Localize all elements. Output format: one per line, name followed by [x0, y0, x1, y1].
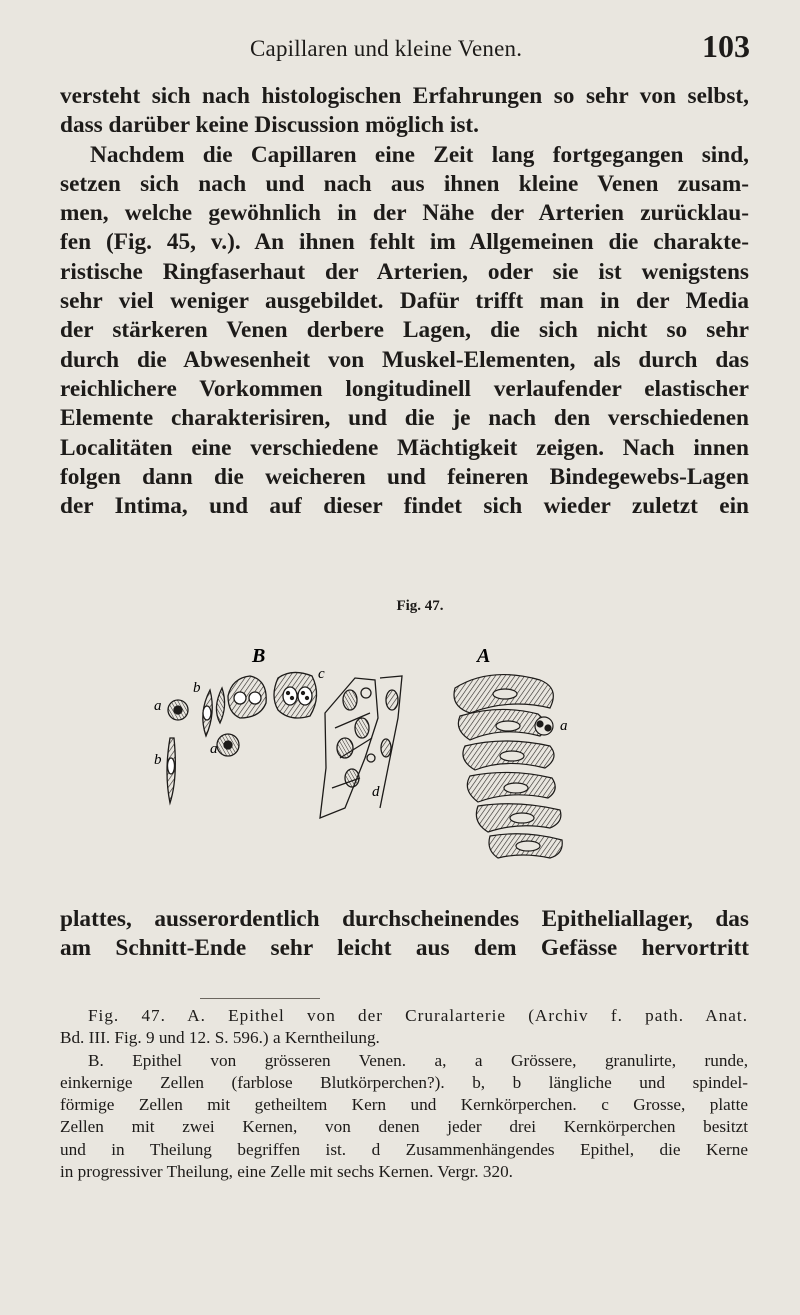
text-line: Nachdem die Capillaren eine Zeit lang fortgegangen sind,	[90, 141, 749, 168]
running-title: Capillaren und kleine Venen.	[250, 36, 523, 61]
text-line: men, welche gewöhnlich in der Nähe der Arterien zurücklau-	[60, 200, 749, 227]
panel-b-cells	[167, 672, 402, 818]
text-line: am Schnitt-Ende sehr leicht aus dem Gefässe hervortritt	[60, 935, 749, 962]
label-b-left: b	[154, 752, 162, 768]
caption-line: förmige Zellen mit getheiltem Kern und Kernkörperchen. c Grosse, platte	[60, 1095, 748, 1115]
text-line: fen (Fig. 45, v.). An ihnen fehlt im Allgemeinen die charakte-	[60, 229, 749, 256]
figure-label: Fig. 47.	[396, 598, 444, 614]
label-c: c	[318, 666, 325, 682]
text-line: dass darüber keine Discussion möglich ist.	[60, 112, 479, 139]
label-a-left: a	[154, 698, 162, 714]
text-line: durch die Abwesenheit von Muskel-Elementen, als durch das	[60, 346, 749, 373]
caption-line: und in Theilung begriffen ist. d Zusammenhängendes Epithel, die Kerne	[60, 1139, 748, 1159]
text-line: ristische Ringfaserhaut der Arterien, oder sie ist wenigstens	[60, 258, 749, 285]
text-line: versteht sich nach histologischen Erfahrungen so sehr von selbst,	[60, 83, 749, 109]
running-head	[60, 28, 750, 68]
caption-line: Zellen mit zwei Kernen, von denen jeder drei Kernkörperchen besitzt	[60, 1117, 748, 1137]
text-line: der stärkeren Venen derbere Lagen, die sich nicht so sehr	[60, 317, 749, 344]
caption-line: Fig. 47. A. Epithel von der Cruralarterie (Archiv f. path. Anat.	[88, 1006, 748, 1025]
panel-b-letter: B	[252, 645, 266, 667]
text-line: Localitäten eine verschiedene Mächtigkeit zeigen. Nach innen	[60, 434, 749, 461]
text-line: der Intima, und auf dieser findet sich wieder zuletzt ein	[60, 493, 749, 520]
text-line: reichlichere Vorkommen longitudinell verlaufender elastischer	[60, 375, 749, 402]
panel-a-letter: A	[477, 645, 491, 667]
figure-47	[140, 598, 660, 873]
caption-line: einkernige Zellen (farblose Blutkörperchen?). b, b längliche und spindel-	[60, 1072, 748, 1092]
text-line: plattes, ausserordentlich durchscheinendes Epitheliallager, das	[60, 906, 749, 932]
caption-line: in progressiver Theilung, eine Zelle mit sechs Kernen. Vergr. 320.	[60, 1162, 513, 1182]
footnote-divider	[200, 998, 320, 999]
text-line: setzen sich nach und nach aus ihnen kleine Venen zusam-	[60, 170, 749, 197]
figure-caption	[60, 1005, 748, 1183]
text-line: sehr viel weniger ausgebildet. Dafür trifft man in der Media	[60, 288, 749, 315]
panel-a-cells	[454, 675, 562, 858]
label-b-top: b	[193, 680, 201, 696]
epithelium-illustration	[140, 618, 660, 873]
page-number: 103	[702, 28, 750, 64]
body-paragraphs-bottom	[60, 905, 749, 964]
label-a-middle: a	[210, 741, 218, 757]
body-paragraphs-top	[60, 82, 749, 521]
label-a-right: a	[560, 718, 568, 734]
caption-line: Bd. III. Fig. 9 und 12. S. 596.) a Kerntheilung.	[60, 1028, 380, 1048]
label-d: d	[372, 784, 380, 800]
caption-line: B. Epithel von grösseren Venen. a, a Grössere, granulirte, runde,	[88, 1050, 748, 1070]
text-line: Elemente charakterisiren, und die je nach den verschiedenen	[60, 405, 749, 432]
text-line: folgen dann die weicheren und feineren Bindegewebs-Lagen	[60, 463, 749, 490]
